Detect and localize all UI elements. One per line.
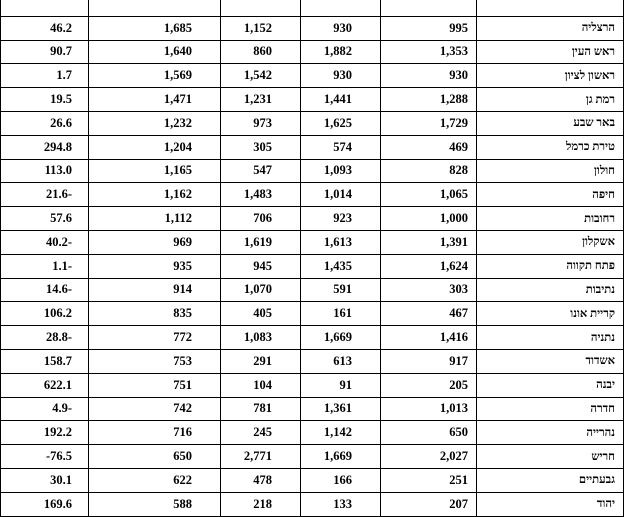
table-row: [1, 88, 624, 112]
value-cell: 1,353: [381, 40, 477, 64]
value-cell: 1,142: [301, 421, 381, 445]
change-cell: 622.1: [1, 373, 89, 397]
change-cell: [1, 0, 89, 16]
table-row: [1, 326, 624, 350]
change-cell: 1.7: [1, 64, 89, 88]
change-cell: 169.6: [1, 492, 89, 516]
table-row: [1, 40, 624, 64]
value-cell: 650: [89, 445, 221, 469]
city-name-cell: חדרה: [477, 397, 624, 421]
value-cell: 945: [221, 254, 301, 278]
table-row: [1, 230, 624, 254]
value-cell: 917: [381, 349, 477, 373]
value-cell: 753: [89, 349, 221, 373]
table-row: [1, 135, 624, 159]
value-cell: 781: [221, 397, 301, 421]
value-cell: 1,569: [89, 64, 221, 88]
value-cell: 1,165: [89, 159, 221, 183]
table-row: [1, 207, 624, 231]
value-cell: 291: [221, 349, 301, 373]
value-cell: 1,613: [301, 230, 381, 254]
value-cell: 1,669: [301, 445, 381, 469]
value-cell: 91: [301, 373, 381, 397]
value-cell: [221, 0, 301, 16]
table-body: [1, 0, 624, 516]
change-cell: 30.1: [1, 468, 89, 492]
table-row: [1, 254, 624, 278]
table-row: [1, 16, 624, 40]
city-name-cell: חריש: [477, 445, 624, 469]
value-cell: 1,231: [221, 88, 301, 112]
value-cell: 742: [89, 397, 221, 421]
value-cell: 467: [381, 302, 477, 326]
table-row: [1, 111, 624, 135]
city-name-cell: באר שבע: [477, 111, 624, 135]
value-cell: 835: [89, 302, 221, 326]
value-cell: 161: [301, 302, 381, 326]
city-name-cell: קריית אונו: [477, 302, 624, 326]
value-cell: 613: [301, 349, 381, 373]
change-cell: 294.8: [1, 135, 89, 159]
value-cell: 1,882: [301, 40, 381, 64]
value-cell: 207: [381, 492, 477, 516]
value-cell: 1,391: [381, 230, 477, 254]
value-cell: 1,435: [301, 254, 381, 278]
table-row: [1, 278, 624, 302]
value-cell: 591: [301, 278, 381, 302]
value-cell: 1,542: [221, 64, 301, 88]
table-row: [1, 183, 624, 207]
value-cell: 1,625: [301, 111, 381, 135]
value-cell: 969: [89, 230, 221, 254]
value-cell: 622: [89, 468, 221, 492]
value-cell: 478: [221, 468, 301, 492]
table-row: [1, 445, 624, 469]
value-cell: 1,361: [301, 397, 381, 421]
value-cell: 1,729: [381, 111, 477, 135]
change-cell: 28.8-: [1, 326, 89, 350]
value-cell: 1,624: [381, 254, 477, 278]
city-name-cell: חולון: [477, 159, 624, 183]
value-cell: 1,000: [381, 207, 477, 231]
city-name-cell: גבעתיים: [477, 468, 624, 492]
value-cell: 1,112: [89, 207, 221, 231]
value-cell: [381, 0, 477, 16]
value-cell: 1,232: [89, 111, 221, 135]
value-cell: 574: [301, 135, 381, 159]
value-cell: [301, 0, 381, 16]
value-cell: 716: [89, 421, 221, 445]
table-row: [1, 468, 624, 492]
city-name-cell: הרצליה: [477, 16, 624, 40]
value-cell: 1,669: [301, 326, 381, 350]
value-cell: 1,471: [89, 88, 221, 112]
value-cell: 1,014: [301, 183, 381, 207]
value-cell: 245: [221, 421, 301, 445]
value-cell: 930: [301, 16, 381, 40]
table-row: [1, 421, 624, 445]
value-cell: 1,288: [381, 88, 477, 112]
value-cell: 995: [381, 16, 477, 40]
value-cell: 251: [381, 468, 477, 492]
value-cell: 1,441: [301, 88, 381, 112]
change-cell: 113.0: [1, 159, 89, 183]
city-name-cell: פתח תקווה: [477, 254, 624, 278]
change-cell: 90.7: [1, 40, 89, 64]
value-cell: 914: [89, 278, 221, 302]
value-cell: 1,416: [381, 326, 477, 350]
value-cell: 1,093: [301, 159, 381, 183]
city-name-cell: נהרייה: [477, 421, 624, 445]
city-name-cell: נתניה: [477, 326, 624, 350]
value-cell: 973: [221, 111, 301, 135]
city-name-cell: רמת גן: [477, 88, 624, 112]
value-cell: 930: [381, 64, 477, 88]
change-cell: 14.6-: [1, 278, 89, 302]
change-cell: 21.6-: [1, 183, 89, 207]
value-cell: 828: [381, 159, 477, 183]
value-cell: 1,162: [89, 183, 221, 207]
change-cell: 192.2: [1, 421, 89, 445]
change-cell: 57.6: [1, 207, 89, 231]
value-cell: 860: [221, 40, 301, 64]
value-cell: 1,013: [381, 397, 477, 421]
value-cell: 2,027: [381, 445, 477, 469]
city-name-cell: ראש העין: [477, 40, 624, 64]
change-cell: 158.7: [1, 349, 89, 373]
city-name-cell: טירת כרמל: [477, 135, 624, 159]
change-cell: 106.2: [1, 302, 89, 326]
value-cell: 588: [89, 492, 221, 516]
value-cell: 547: [221, 159, 301, 183]
value-cell: 1,640: [89, 40, 221, 64]
value-cell: 1,619: [221, 230, 301, 254]
value-cell: 1,483: [221, 183, 301, 207]
value-cell: 923: [301, 207, 381, 231]
change-cell: -76.5: [1, 445, 89, 469]
city-name-cell: יבנה: [477, 373, 624, 397]
value-cell: 772: [89, 326, 221, 350]
value-cell: 1,083: [221, 326, 301, 350]
value-cell: 218: [221, 492, 301, 516]
value-cell: 405: [221, 302, 301, 326]
value-cell: 1,685: [89, 16, 221, 40]
value-cell: 303: [381, 278, 477, 302]
change-cell: 19.5: [1, 88, 89, 112]
change-cell: 26.6: [1, 111, 89, 135]
value-cell: 751: [89, 373, 221, 397]
value-cell: 205: [381, 373, 477, 397]
value-cell: 935: [89, 254, 221, 278]
table-row: [1, 349, 624, 373]
table-row: [1, 302, 624, 326]
value-cell: 706: [221, 207, 301, 231]
value-cell: 930: [301, 64, 381, 88]
table-row: [1, 64, 624, 88]
value-cell: 305: [221, 135, 301, 159]
value-cell: 2,771: [221, 445, 301, 469]
change-cell: 46.2: [1, 16, 89, 40]
city-name-cell: ראשון לציון: [477, 64, 624, 88]
table-row: [1, 159, 624, 183]
city-name-cell: חיפה: [477, 183, 624, 207]
value-cell: [89, 0, 221, 16]
table-row: [1, 397, 624, 421]
city-name-cell: אשקלון: [477, 230, 624, 254]
table-row: [1, 373, 624, 397]
city-name-cell: רחובות: [477, 207, 624, 231]
value-cell: 1,065: [381, 183, 477, 207]
value-cell: 650: [381, 421, 477, 445]
city-name-cell: [477, 0, 624, 16]
value-cell: 1,070: [221, 278, 301, 302]
city-name-cell: אשדוד: [477, 349, 624, 373]
value-cell: 104: [221, 373, 301, 397]
city-name-cell: נתיבות: [477, 278, 624, 302]
change-cell: 1.1-: [1, 254, 89, 278]
table-row: [1, 0, 624, 16]
value-cell: 1,152: [221, 16, 301, 40]
value-cell: 133: [301, 492, 381, 516]
change-cell: 40.2-: [1, 230, 89, 254]
table-row: [1, 492, 624, 516]
city-name-cell: יהוד: [477, 492, 624, 516]
change-cell: 4.9-: [1, 397, 89, 421]
value-cell: 1,204: [89, 135, 221, 159]
value-cell: 166: [301, 468, 381, 492]
value-cell: 469: [381, 135, 477, 159]
